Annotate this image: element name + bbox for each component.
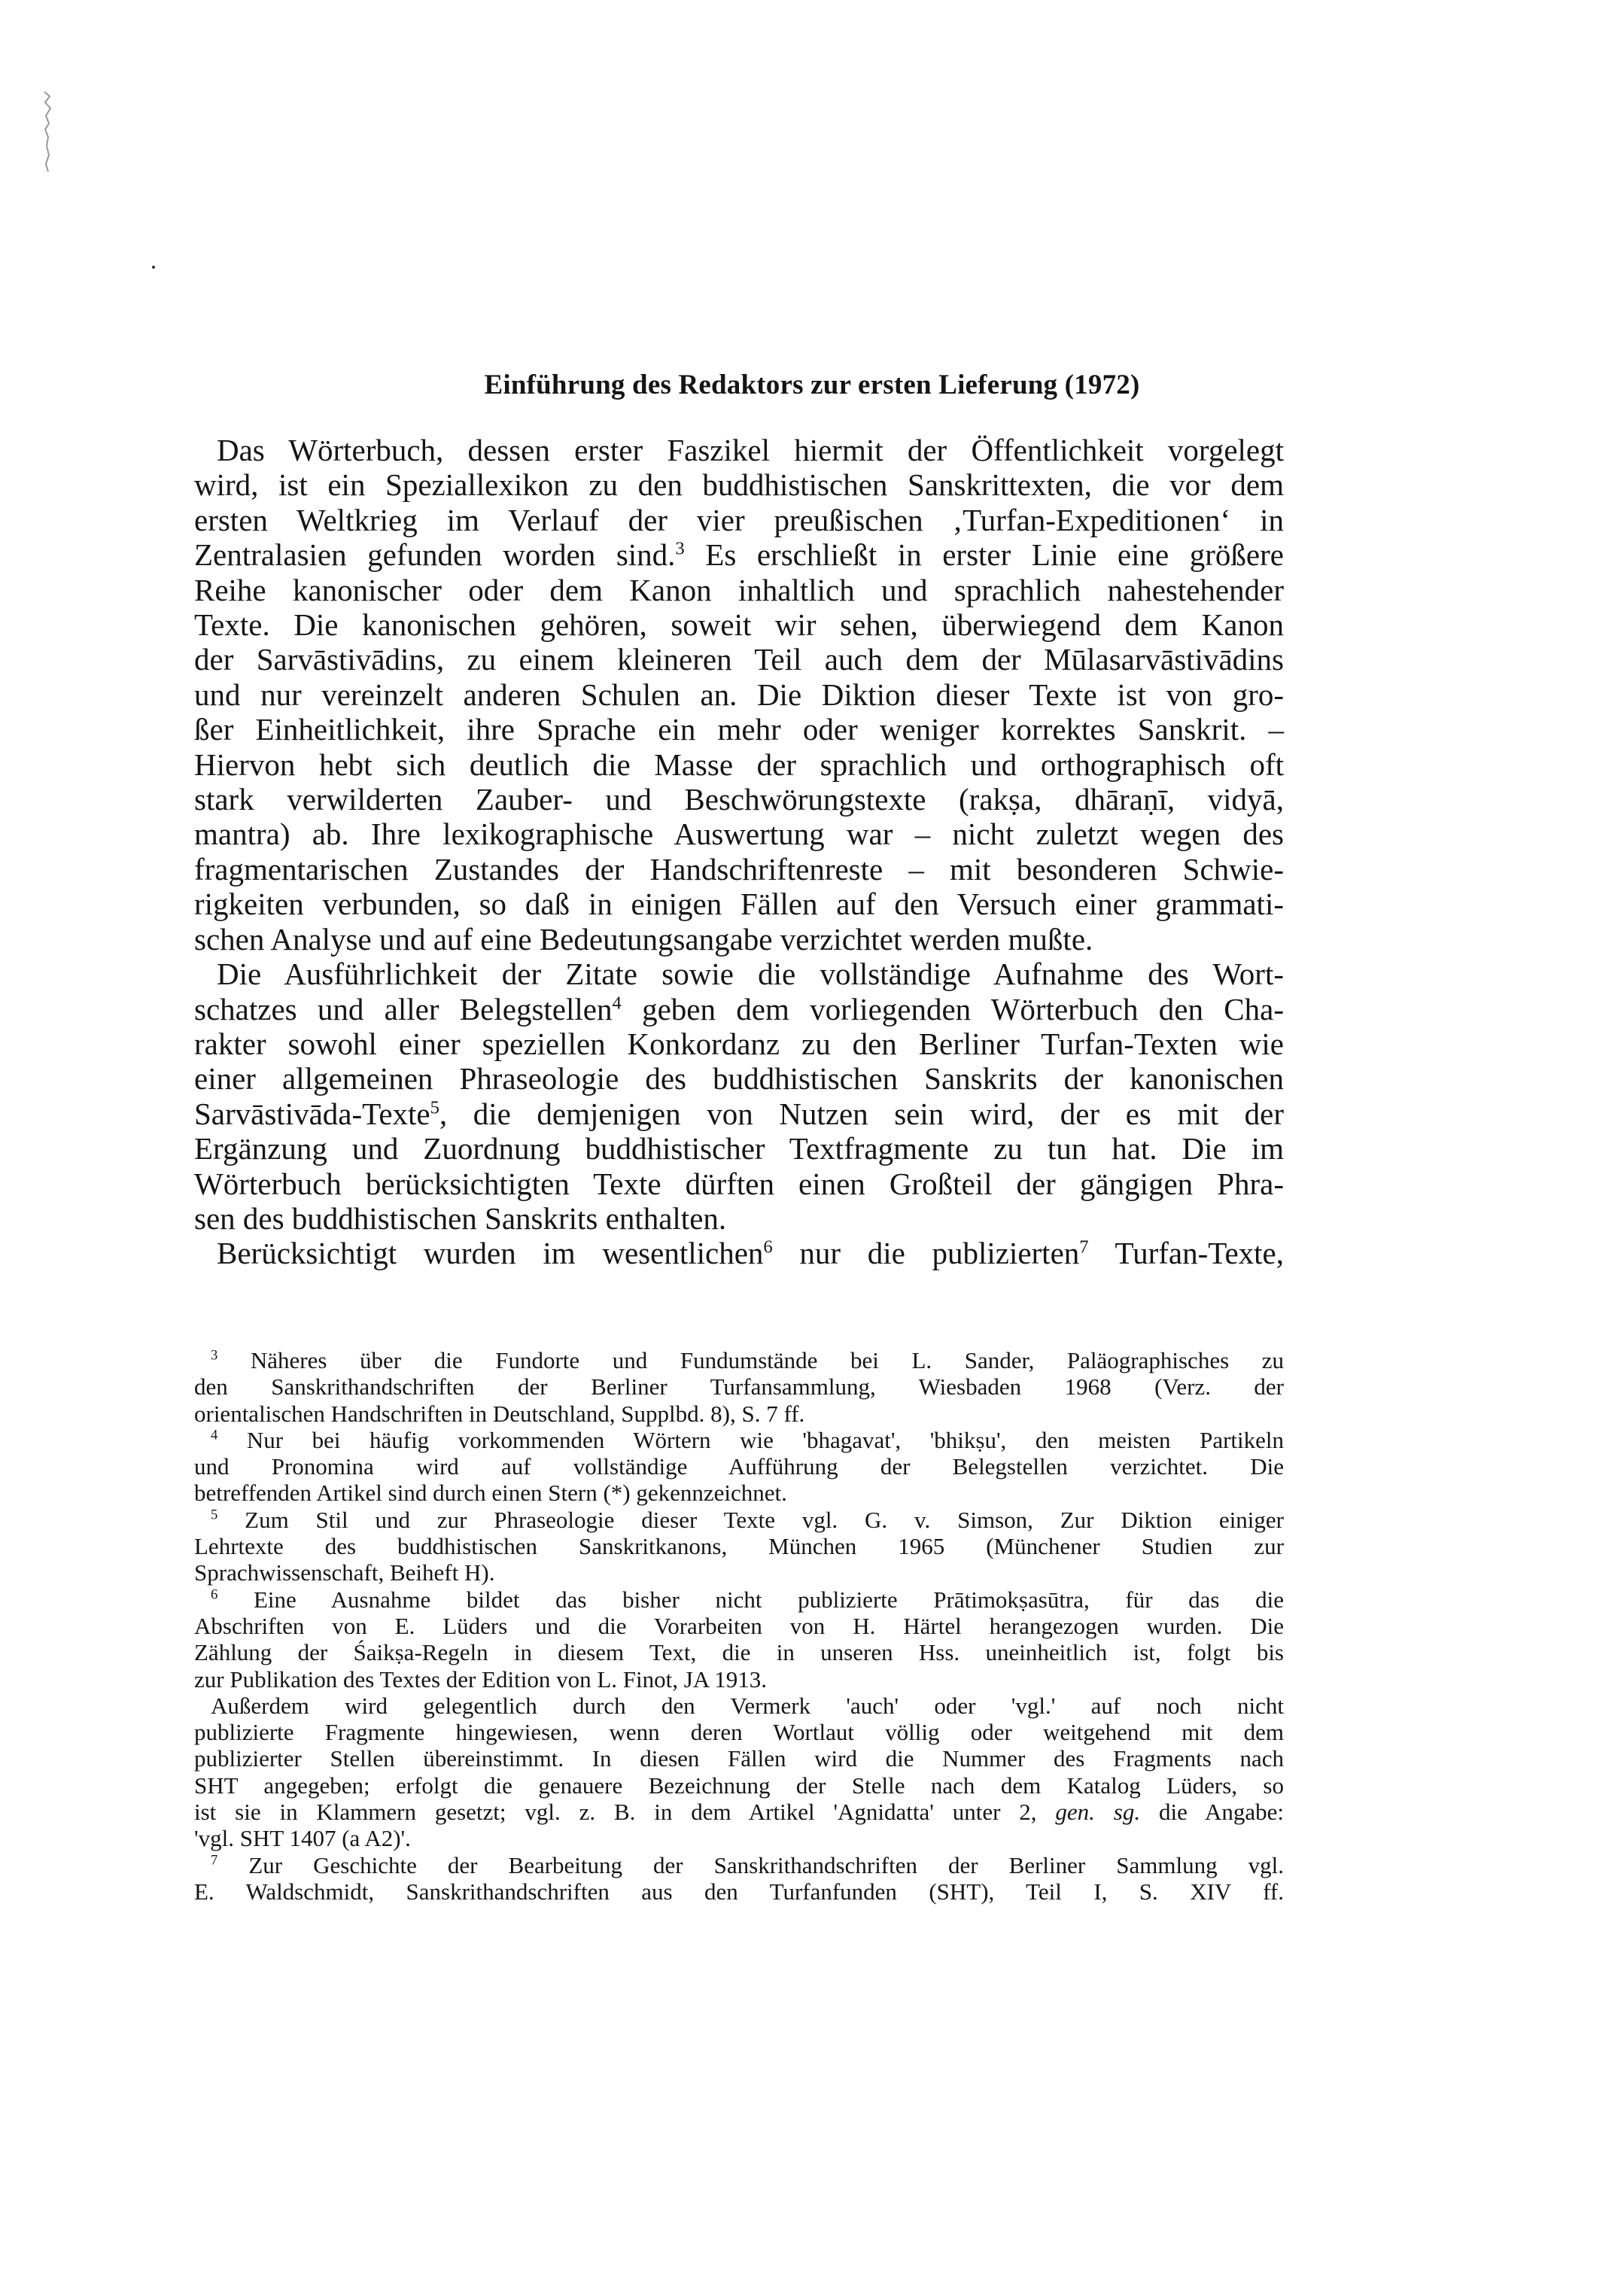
footnote-ref: 3 — [675, 538, 685, 559]
text-line: Die Ausführlichkeit der Zitate sowie die vollständige Aufnahme des Wort- — [217, 957, 1284, 992]
text-segment: geben dem vorliegenden Wörterbuch den Cha- — [642, 991, 1284, 1027]
text-line: Wörterbuch berücksichtigten Texte dürften einen Großteil der gängigen Phra- — [194, 1166, 1284, 1201]
footnote-line: Lehrtexte des buddhistischen Sanskritkanons, München 1965 (Münchener Studien zur — [194, 1533, 1284, 1560]
text-line: Das Wörterbuch, dessen erster Faszikel hiermit der Öffentlichkeit vorgelegt — [217, 433, 1284, 467]
footnote-line: E. Waldschmidt, Sanskrithandschriften aus den Turfanfunden (SHT), Teil I, S. XIV ff. — [194, 1878, 1284, 1905]
footnote-number: 4 — [211, 1427, 218, 1443]
footnote-ref: 7 — [1079, 1236, 1089, 1258]
text-line: stark verwilderten Zauber- und Beschwörungstexte (rakṣa, dhāraṇī, vidyā, — [194, 782, 1284, 817]
text-line: schen Analyse und auf eine Bedeutungsangabe verzichtet werden mußte. — [194, 921, 1093, 957]
text-line: rakter sowohl einer speziellen Konkordanz zu den Berliner Turfan-Texten wie — [194, 1026, 1284, 1061]
footnote-line: den Sanskrithandschriften der Berliner Turfansammlung, Wiesbaden 1968 (Verz. der — [194, 1373, 1284, 1401]
text-line: ersten Weltkrieg im Verlauf der vier preußischen ‚Turfan-Expeditionen‘ in — [194, 502, 1284, 537]
text-line — [194, 992, 1284, 1027]
text-line: Ergänzung und Zuordnung buddhistischer Textfragmente zu tun hat. Die im — [194, 1131, 1284, 1166]
footnote-line: Zählung der Śaikṣa-Regeln in diesem Text, die in unseren Hss. uneinheitlich ist, folgt bis — [194, 1639, 1284, 1666]
text-segment: Berücksichtigt wurden im wesentlichen — [217, 1236, 764, 1271]
footnote-line: Außerdem wird gelegentlich durch den Vermerk 'auch' oder 'vgl.' auf noch nicht — [211, 1692, 1284, 1719]
footnote-ref: 6 — [763, 1236, 773, 1258]
footnote-line: betreffenden Artikel sind durch einen Stern (*) gekennzeichnet. — [194, 1480, 787, 1507]
text-line: rigkeiten verbunden, so daß in einigen Fällen auf den Versuch einer grammati- — [194, 887, 1284, 922]
text-line: mantra) ab. Ihre lexikographische Auswertung war – nicht zuletzt wegen des — [194, 817, 1284, 852]
footnote-line: und Pronomina wird auf vollständige Aufführung der Belegstellen verzichtet. Die — [194, 1453, 1284, 1480]
text-line — [194, 1236, 1284, 1270]
footnote-number: 5 — [211, 1507, 218, 1523]
scan-artifact-mark — [42, 90, 53, 173]
text-line: einer allgemeinen Phraseologie des buddhistischen Sanskrits der kanonischen — [194, 1061, 1284, 1096]
footnote-line: SHT angegeben; erfolgt die genauere Bezeichnung der Stelle nach dem Katalog Lüders, so — [194, 1772, 1284, 1799]
text-line: und nur vereinzelt anderen Schulen an. Die Diktion dieser Texte ist von gro- — [194, 677, 1284, 712]
text-segment: Zur Geschichte der Bearbeitung der Sanskrithandschriften der Berliner Sammlung vgl. — [248, 1851, 1285, 1878]
footnote-ref: 5 — [430, 1097, 439, 1118]
text-line — [194, 1096, 1284, 1131]
text-segment: Näheres über die Fundorte und Fundumstände bei L. Sander, Paläographisches zu — [250, 1347, 1285, 1373]
footnote-number: 3 — [211, 1347, 218, 1364]
footnote-line: zur Publikation des Textes der Edition von L. Finot, JA 1913. — [194, 1665, 768, 1693]
footnote-line — [194, 1507, 1284, 1533]
text-segment: Turfan-Texte, — [1088, 1236, 1284, 1271]
footnote-line: publizierter Stellen übereinstimmt. In diesen Fällen wird die Nummer des Fragments nach — [194, 1745, 1284, 1772]
footnote-number: 7 — [211, 1852, 218, 1869]
text-segment: Es erschließt in erster Linie eine größere — [705, 537, 1284, 573]
text-segment: Eine Ausnahme bildet das bisher nicht publizierte Prātimokṣasūtra, für das die — [253, 1586, 1285, 1613]
footnote-line: publizierte Fragmente hingewiesen, wenn deren Wortlaut völlig oder weitgehend mit dem — [194, 1719, 1284, 1746]
text-segment: , die demjenigen von Nutzen sein wird, der es mit der — [439, 1096, 1284, 1131]
text-line: Texte. Die kanonischen gehören, soweit wir sehen, überwiegend dem Kanon — [194, 607, 1284, 643]
text-segment: Zum Stil und zur Phraseologie dieser Texte vgl. G. v. Simson, Zur Diktion einiger — [245, 1506, 1284, 1533]
footnote-line — [194, 1427, 1284, 1453]
footnote-line: Sprachwissenschaft, Beiheft H). — [194, 1559, 495, 1586]
text-segment: schatzes und aller Belegstellen — [194, 991, 613, 1027]
main-text — [194, 433, 1284, 1271]
text-line: ßer Einheitlichkeit, ihre Sprache ein mehr oder weniger korrektes Sanskrit. – — [194, 712, 1284, 747]
footnote-ref: 4 — [612, 992, 622, 1013]
text-segment: ist sie in Klammern gesetzt; vgl. z. B. in dem Artikel 'Agnidatta' unter 2, — [194, 1799, 1037, 1826]
footnote-line: 'vgl. SHT 1407 (a A2)'. — [194, 1825, 411, 1852]
page-title: Einführung des Redaktors zur ersten Lieferung (1972) — [484, 370, 1140, 400]
footnote-line — [194, 1799, 1284, 1825]
text-segment: Nur bei häufig vorkommenden Wörtern wie 'bhagavat', 'bhikṣu', den meisten Partikeln — [246, 1426, 1285, 1453]
footnote-line: Abschriften von E. Lüders und die Vorarbeiten von H. Härtel herangezogen wurden. Die — [194, 1612, 1284, 1639]
footnotes — [194, 1347, 1284, 1905]
text-line: der Sarvāstivādins, zu einem kleineren Teil auch dem der Mūlasarvāstivādins — [194, 642, 1284, 677]
footnote-number: 6 — [211, 1586, 218, 1603]
text-line: Reihe kanonischer oder dem Kanon inhaltlich und sprachlich nahestehender — [194, 572, 1284, 607]
footnote-line — [194, 1347, 1284, 1373]
text-line — [194, 537, 1284, 572]
text-segment: Zentralasien gefunden worden sind. — [194, 537, 676, 573]
footnote-line — [194, 1852, 1284, 1878]
text-line: fragmentarischen Zustandes der Handschriftenreste – mit besonderen Schwie- — [194, 851, 1284, 887]
footnote-line — [194, 1586, 1284, 1613]
text-segment: Sarvāstivāda-Texte — [194, 1096, 430, 1131]
footnote-line: orientalischen Handschriften in Deutschland, Supplbd. 8), S. 7 ff. — [194, 1400, 805, 1427]
grammar-abbrev: gen. sg. — [1055, 1799, 1141, 1826]
text-segment: nur die publizierten — [772, 1236, 1080, 1271]
text-line: wird, ist ein Speziallexikon zu den buddhistischen Sanskrittexten, die vor dem — [194, 467, 1284, 503]
text-segment: die Angabe: — [1140, 1799, 1285, 1826]
text-line: sen des buddhistischen Sanskrits enthalten. — [194, 1200, 727, 1236]
scan-dot — [152, 266, 155, 269]
text-line: Hiervon hebt sich deutlich die Masse der sprachlich und orthographisch oft — [194, 747, 1284, 782]
